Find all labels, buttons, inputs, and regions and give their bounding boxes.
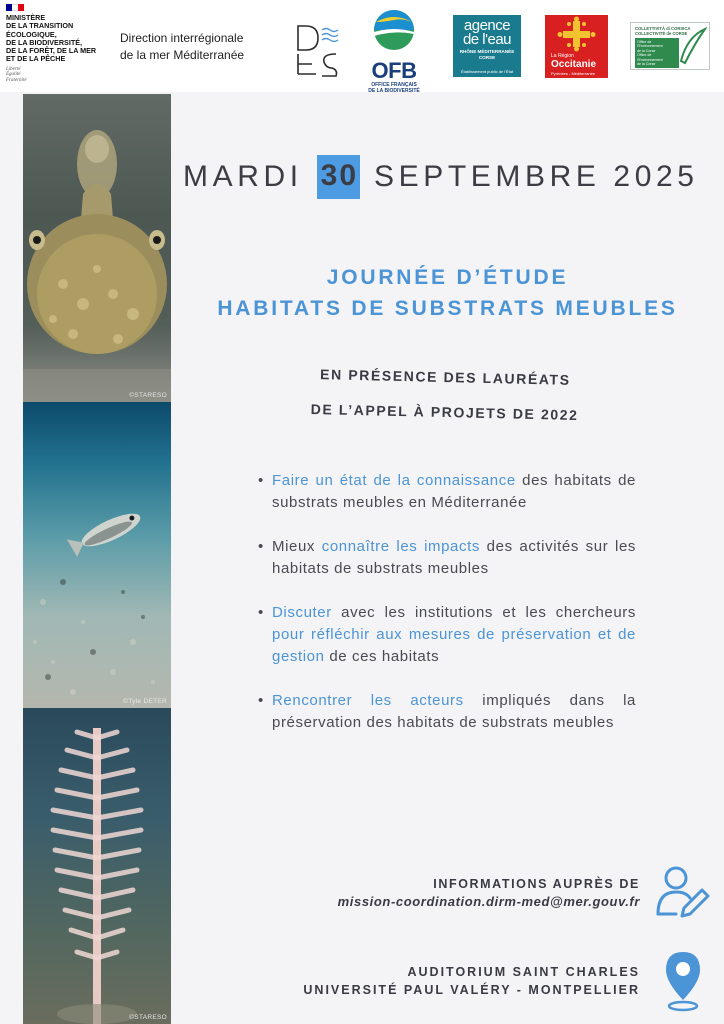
ministry-line: ET DE LA PÊCHE <box>6 54 66 64</box>
body-text: des habitats de substrats meubles en Méditerranée <box>272 472 636 511</box>
occ-sub: Pyrénées - Méditerranée <box>551 71 596 76</box>
ofb-circle-icon <box>362 8 426 56</box>
agence-line: de l'eau <box>462 31 512 48</box>
venue-line: AUDITORIUM SAINT CHARLES <box>407 965 640 979</box>
sea-pen-illustration <box>23 708 171 1024</box>
body-text: impliqués dans la préservation des habitats de substrats meubles <box>272 692 636 731</box>
ministry-line: DE LA FORÊT, DE LA MER <box>6 46 97 56</box>
ofb-subtitle: OFFICE FRANÇAIS <box>371 82 417 88</box>
dsf-logo <box>292 18 346 78</box>
sea-pen-photo <box>23 708 171 1024</box>
occ-pre: La Région <box>551 53 574 59</box>
agence-footer: Établissement public de l'État <box>460 69 514 74</box>
date-day-number: 30 <box>317 155 360 199</box>
cuttlefish-photo <box>23 94 171 402</box>
ministry-line: ÉCOLOGIQUE, <box>6 29 57 39</box>
list-item <box>256 536 636 580</box>
body-text: avec les institutions et les chercheurs <box>331 604 636 621</box>
photo-credit: ©STARESO <box>129 392 167 399</box>
seabed-illustration <box>23 402 171 708</box>
photo-strip <box>23 94 171 1024</box>
dsf-logo-graphic <box>292 18 346 78</box>
date-day-name: MARDI <box>183 160 303 193</box>
ministry-logo <box>6 4 110 84</box>
ministry-line: DE LA TRANSITION <box>6 21 74 31</box>
photo-credit: ©STARESO <box>129 1014 167 1021</box>
objectives-list <box>256 470 636 756</box>
list-item <box>256 470 636 514</box>
body-text: de ces habitats <box>324 648 440 665</box>
event-title <box>185 262 710 324</box>
presence-line: DE L’APPEL À PROJETS DE 2022 <box>310 400 579 424</box>
motto-line: Liberté <box>6 66 21 72</box>
corse-sub: Office de l'Environnement <box>637 40 663 49</box>
header-bar <box>0 0 724 92</box>
location-pin-icon <box>664 950 702 1012</box>
venue-info <box>240 963 640 999</box>
motto-line: Fraternité <box>6 77 27 83</box>
ofb-name: OFB <box>371 58 417 83</box>
ofb-subtitle: DE LA BIODIVERSITÉ <box>368 88 420 94</box>
corse-line: COLLETTIVITÀ di CORSICA <box>635 26 691 31</box>
body-text: Mieux <box>272 538 322 555</box>
agence-line: agence <box>463 17 511 34</box>
republic-motto <box>6 67 110 84</box>
corse-leaf-icon <box>677 27 707 67</box>
contact-email[interactable]: mission-coordination.dirm-med@mer.gouv.fr <box>337 894 640 909</box>
highlight-text: Faire un état de la connaissance <box>272 472 516 489</box>
cuttlefish-illustration <box>23 94 171 402</box>
body-text: des activités sur les habitats de substrats meubles <box>272 538 636 577</box>
photo-credit: ©Tyle DETER <box>123 698 167 705</box>
agence-sub: CORSE <box>478 54 496 60</box>
occ-name: Occitanie <box>551 59 597 70</box>
corse-sub: de la Corse <box>637 48 656 53</box>
list-item <box>256 690 636 734</box>
ofb-logo <box>362 8 426 94</box>
fish-seabed-photo <box>23 402 171 708</box>
flag-red <box>18 4 24 11</box>
presence-subtitle <box>249 356 640 435</box>
event-title-line: JOURNÉE D’ÉTUDE <box>326 266 569 289</box>
direction-line: Direction interrégionale <box>120 31 244 45</box>
highlight-text: pour réfléchir aux mesures de préservation et de gestion <box>272 626 636 665</box>
direction-line: de la mer Méditerranée <box>120 48 245 62</box>
french-flag-icon <box>6 4 24 11</box>
corse-sub: de la Corse <box>637 62 656 67</box>
contact-title: INFORMATIONS AUPRÈS DE <box>433 877 640 891</box>
list-item <box>256 602 636 668</box>
event-date <box>183 152 713 202</box>
highlight-text: Discuter <box>272 604 332 621</box>
highlight-text: connaître les impacts <box>321 538 480 555</box>
event-title-line: HABITATS DE SUBSTRATS MEUBLES <box>217 297 678 320</box>
venue-line: UNIVERSITÉ PAUL VALÉRY - MONTPELLIER <box>303 983 640 997</box>
corse-sub: Office de l'Environnement <box>637 53 663 62</box>
ministry-line: DE LA BIODIVERSITÉ, <box>6 37 83 47</box>
presence-line: EN PRÉSENCE DES LAURÉATS <box>319 366 571 388</box>
ministry-name <box>6 14 110 64</box>
occitanie-logo <box>545 15 608 78</box>
agence-eau-logo <box>453 15 521 77</box>
date-month-year: SEPTEMBRE 2025 <box>374 160 699 193</box>
corse-line: COLLECTIVITÉ de CORSE <box>635 31 688 36</box>
user-edit-icon <box>654 862 710 922</box>
ministry-line: MINISTÈRE <box>6 13 46 22</box>
motto-line: Égalité <box>6 72 21 78</box>
highlight-text: Rencontrer les acteurs <box>272 692 464 709</box>
occitan-cross-icon <box>545 15 608 53</box>
direction-name <box>120 30 270 64</box>
corse-logo <box>630 22 710 70</box>
agence-sub: RHÔNE MÉDITERRANÉE <box>459 49 515 54</box>
contact-info <box>280 875 640 911</box>
